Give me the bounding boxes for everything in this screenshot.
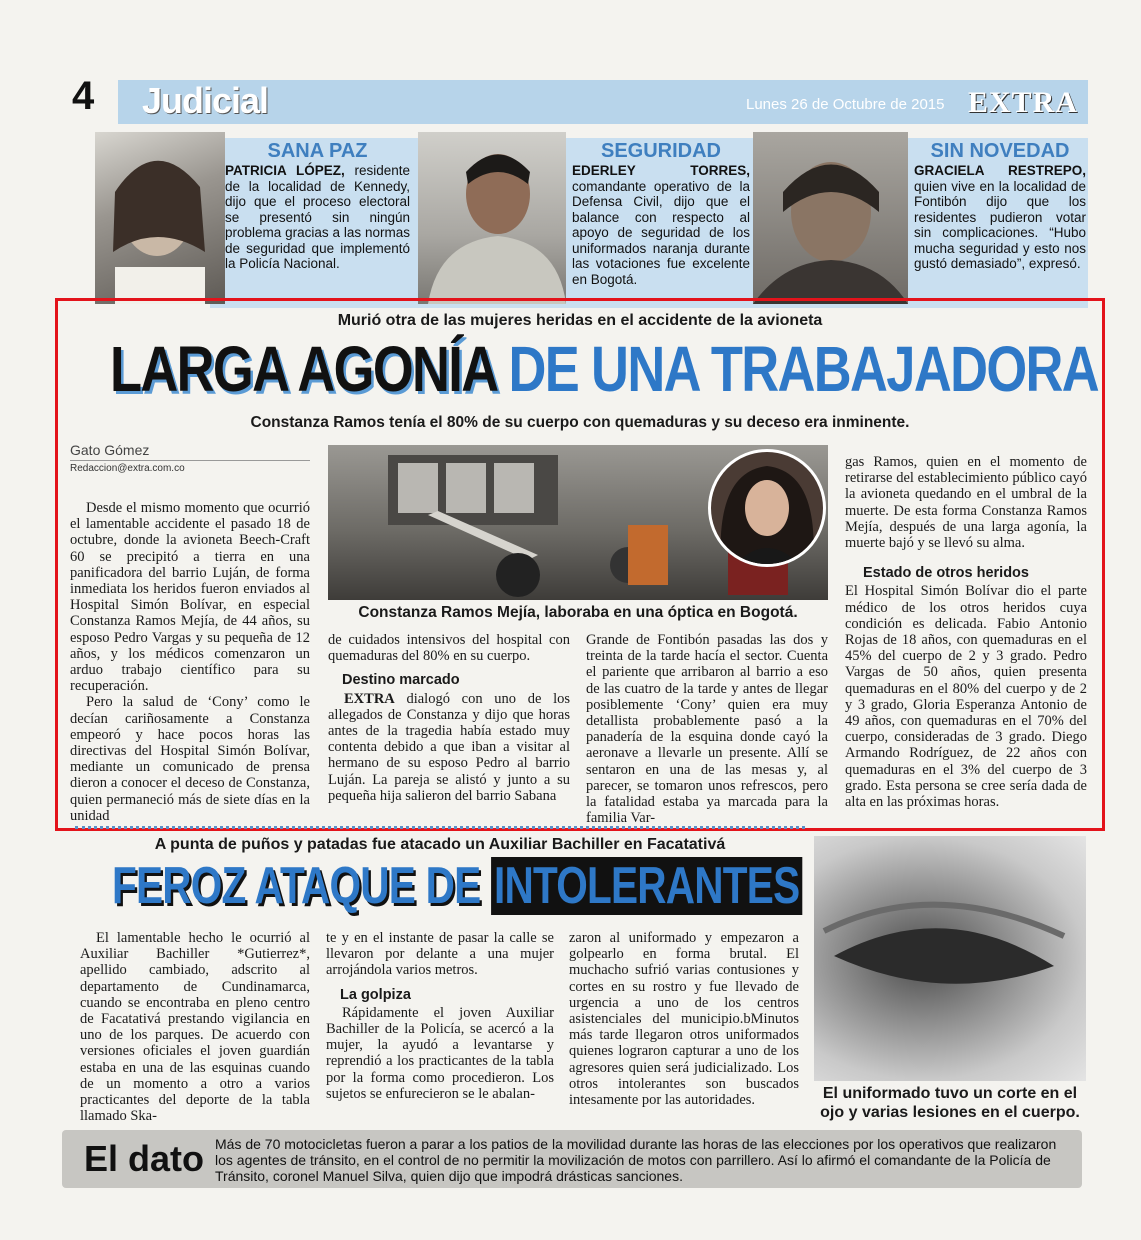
dotted-divider	[75, 826, 805, 829]
section-title: Judicial	[142, 80, 269, 121]
el-dato-label: El dato	[84, 1138, 205, 1179]
profile-card-2	[572, 140, 750, 287]
profile-title: SEGURIDAD	[600, 140, 721, 162]
el-dato-text: Más de 70 motocicletas fueron a parar a los patios de la movilidad durante las horas de las elecciones por los operativos que realizaron los agentes de tránsito, en el control de no permitir la movilización de motos con parrillero. Así lo afirmó el comandante de la Policía de Tránsito, coronel Manuel Silva, quien dijo que impodrá drásticas sanciones.	[215, 1136, 1057, 1184]
second-column-3	[569, 930, 799, 1108]
paragraph: Desde el mismo momento que ocurrió el lamentable accidente el pasado 18 de octubre, donde la avioneta Beech-Craft 60 se precipitó a tierra en una panificadora del barrio Luján, de forma inmediata los heridos fueron enviados al Hospital Simón Bolívar, en especial Constanza Ramos Mejía, de 44 años, su esposo Pedro Vargas y su pequeña de 12 años, y los médicos comenzaron un arduo trabajo científico para su recuperación.	[70, 500, 310, 695]
portrait-woman-icon	[95, 132, 225, 304]
main-deck: Constanza Ramos tenía el 80% de su cuerpo con quemaduras y su deceso era inminente.	[250, 414, 910, 431]
profile-name: PATRICIA LÓPEZ,	[225, 163, 345, 178]
paragraph: El lamentable hecho le ocurrió al Auxiliar Bachiller *Gutierrez*, apellido cambiado, adscrito al departamento de Cundinamarca, cuando se encontraba en pleno centro de Facatativá prestando vigilancia en uno de los parques. De acuerdo con versiones oficiales el joven guardián estaba en una de las esquinas cuando de un momento a otro a varios practicantes del deporte de la tabla llamado Ska-	[80, 930, 310, 1125]
author-email: Redaccion@extra.com.co	[70, 463, 185, 474]
photo-caption: Constanza Ramos Mejía, laboraba en una óptica en Bogotá.	[358, 604, 798, 621]
profile-photo-1	[95, 132, 225, 304]
profile-quote: residente de la localidad de Kennedy, dijo que el proceso electoral se presentó sin ningún problema gracias a las normas de seguridad que implementó la Policía Nacional.	[225, 163, 410, 271]
profile-title: SIN NOVEDAD	[930, 140, 1070, 162]
profile-quote: comandante operativo de la Defensa Civil, dijo que el balance con respecto al apoyo de seguridad de los uniformados naranja durante las votaciones fue excelente en Bogotá.	[572, 178, 750, 287]
main-headline	[110, 332, 1098, 406]
paragraph: de cuidados intensivos del hospital con quemaduras del 80% en su cuerpo.	[328, 632, 570, 665]
subhead: Destino marcado	[342, 672, 460, 689]
subhead: La golpiza	[340, 986, 411, 1003]
paragraph: Pero la salud de ‘Cony’ como le decían cariñosamente a Constanza empeoró y hace pocos horas las directivas del Hospital Simón Bolívar, mediante un comunicado de prensa dieron a conocer el deceso de Constanza, quien permaneció más de siete días en la unidad	[70, 694, 310, 824]
profile-quote: quien vive en la localidad de Fontibón dijo que los residentes pudieron votar sin complicaciones. “Hubo mucha seguridad y esto nos gustó demasiado”, expresó.	[914, 178, 1086, 271]
second-column-1	[80, 930, 310, 1124]
paragraph: Grande de Fontibón pasadas las dos y treinta de la tarde hacía el sector. Cuenta el pariente que arribaron al barrio a eso de las cuatro de la tarde y antes de llegar posiblemente ‘Cony’ quien era muy detallista probablemente pasó a la panadería de la esquina donde cayó la aeronave a llevarle un presente. Allí se sentaron en una de las mesas y, al parecer, se tomaron unos refrescos, pero la fatalidad estaba ya marcada para la familia Var-	[586, 632, 828, 827]
portrait-elderly-woman-icon	[753, 132, 908, 304]
subhead: Estado de otros heridos	[863, 565, 1029, 582]
lead-word: EXTRA	[344, 690, 395, 707]
profile-card-3	[914, 140, 1086, 272]
second-column-2	[326, 930, 554, 1102]
profile-photo-3	[753, 132, 908, 304]
newspaper-logo: EXTRA	[968, 86, 1079, 119]
issue-date: Lunes 26 de Octubre de 2015	[746, 96, 945, 113]
second-kicker: A punta de puños y patadas fue atacado un Auxiliar Bachiller en Facatativá	[154, 836, 726, 853]
profile-photo-2	[418, 132, 566, 304]
portrait-man-icon	[418, 132, 566, 304]
second-headline	[112, 856, 802, 916]
profile-title: SANA PAZ	[267, 140, 368, 162]
headline-blue: DE UNA TRABAJADORA	[508, 333, 1099, 405]
page-number: 4	[72, 74, 95, 118]
main-column-4	[845, 454, 1087, 810]
paragraph: dialogó con uno de los allegados de Constanza y dijo que horas antes de la tragedia había estado muy contenta debido a que iban a visitar al hermano de su esposo Pedro al barrio Luján. La pareja se alistó y junto a su pequeña hija salieron del barrio Sabana	[328, 690, 570, 804]
paragraph: te y en el instante de pasar la calle se llevaron por delante a una mujer arrojándola varios metros.	[326, 930, 554, 979]
paragraph: zaron al uniformado y empezaron a golpearlo en forma brutal. El muchacho sufrió varias contusiones y cortes en su rostro y fue llevado de urgencia a uno de los centros asistenciales del municipio.bMinutos más tarde llegaron otros uniformados quienes lograron capturar a uno de los agresores quien será judicializado. Los otros intolerantes son buscados intesamente por las autoridades.	[569, 930, 799, 1109]
injured-eye-photo	[814, 836, 1086, 1081]
headline-blue: FEROZ ATAQUE DE	[112, 857, 481, 915]
headline-inverse: INTOLERANTES	[491, 857, 803, 915]
eye-icon	[814, 836, 1086, 1081]
profile-card-1	[225, 140, 410, 272]
main-kicker: Murió otra de las mujeres heridas en el accidente de la avioneta	[337, 312, 823, 329]
main-column-1	[70, 500, 310, 824]
portrait-woman-icon	[711, 452, 823, 564]
crash-scene-photo	[328, 445, 828, 600]
paragraph: gas Ramos, quien en el momento de retirarse del establecimiento público cayó la avioneta quedando en el umbral de la muerte. De esta forma Constanza Ramos Mejía, después de una larga agonía, la muerte bajó y se llevó su alma.	[845, 454, 1087, 552]
main-column-2	[328, 632, 570, 804]
profile-name: GRACIELA RESTREPO,	[914, 163, 1086, 178]
victim-portrait	[708, 449, 826, 567]
byline-rule	[70, 460, 310, 461]
byline: Gato Gómez	[70, 442, 150, 458]
paragraph: Rápidamente el joven Auxiliar Bachiller de la Policía, se acercó a la mujer, la ayudó a levantarse y reprendió a los practicantes de la tabla por la forma como procedieron. Los sujetos se enfurecieron se le abalan-	[326, 1004, 554, 1102]
profile-name: EDERLEY TORRES,	[572, 163, 750, 178]
eye-photo-caption: El uniformado tuvo un corte en el ojo y varias lesiones en el cuerpo.	[820, 1085, 1080, 1121]
main-column-3	[586, 632, 828, 826]
paragraph: El Hospital Simón Bolívar dio el parte médico de los otros heridos cuya condición es delicada. Fabio Antonio Rojas de 18 años, con quemaduras en el 45% del cuerpo de 2 y 3 grado. Pedro Vargas de 50 años, quien presenta quemaduras en el 80% del cuerpo y de 2 y 3 grado, Gloria Esperanza Antonio de 49 años, con quemaduras en el 70% del cuerpo, consideradas de 3 grado. Diego Armando Rodríguez, de 22 años con quemaduras en el 3% del cuerpo de 3 grado. Esta persona se cree sería dada de alta en las próximas horas.	[845, 583, 1087, 811]
headline-dark: LARGA AGONÍA	[110, 333, 496, 405]
